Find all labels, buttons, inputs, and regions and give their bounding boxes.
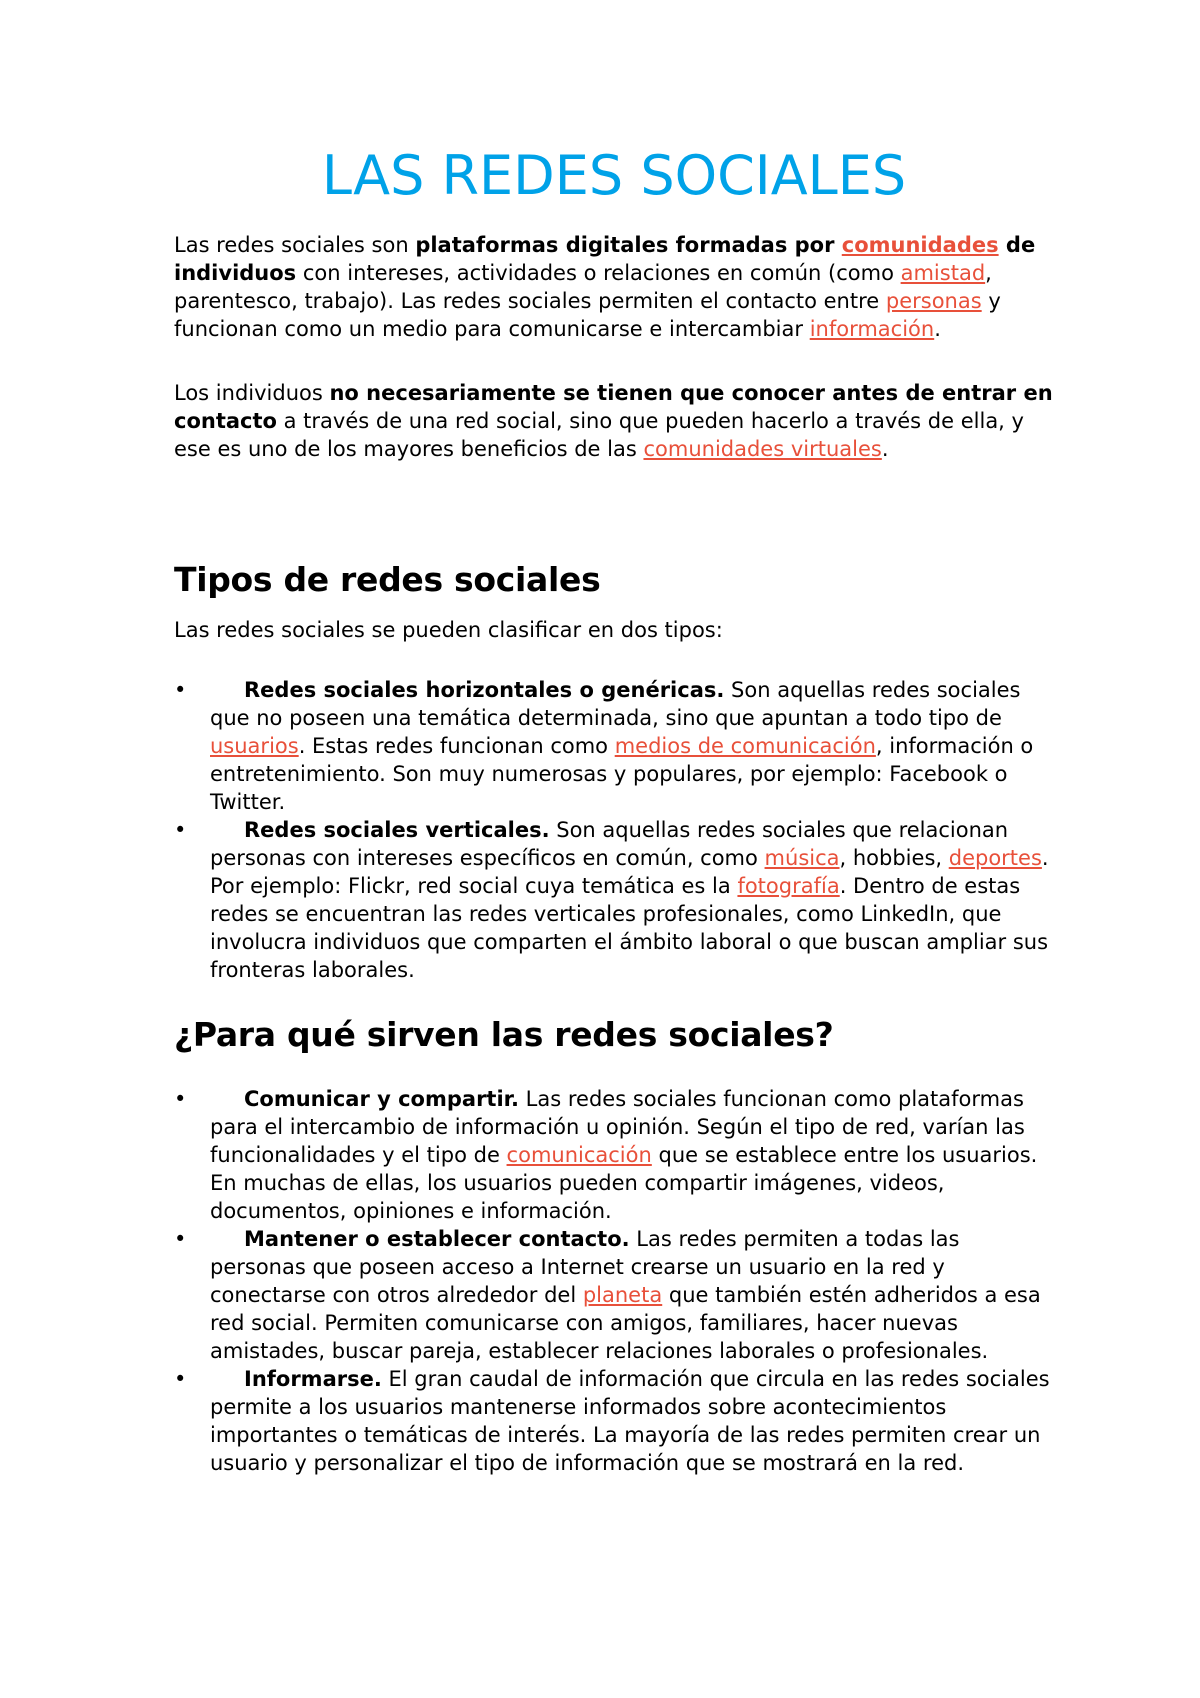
item-title: Mantener o establecer contacto. [244,1227,630,1251]
bullet-icon: • [174,678,187,702]
text: Las redes sociales funcionan como plataformas para el intercambio de información u opinión. Según el tipo de red, varían las funcionalidades y el tipo de [210,1087,1025,1167]
list-item [174,1365,1054,1477]
section-heading-tipos [174,560,600,600]
item-title: Comunicar y compartir. [244,1087,519,1111]
text: . [881,437,889,461]
list-item [174,1225,1054,1365]
text: con intereses, actividades o relaciones en común (como [296,261,901,285]
link-planeta[interactable]: planeta [582,1283,663,1307]
text: que se establece entre los usuarios. En muchas de ellas, los usuarios pueden compartir imágenes, videos, documentos, opiniones e información. [210,1143,1038,1223]
text: . Por ejemplo: Flickr, red social cuya temática es la [210,846,1049,898]
intro-paragraph [174,231,1054,343]
bullet-icon: • [174,1227,187,1251]
tipos-intro: Las redes sociales se pueden clasificar en dos tipos: [174,618,723,642]
text: Son aquellas redes sociales que no poseen una temática determinada, sino que apuntan a todo tipo de [210,678,1021,730]
text: Los individuos [174,381,330,405]
item-title: Informarse. [244,1367,382,1391]
list-item [174,816,1054,984]
item-title: Redes sociales horizontales o genéricas. [244,678,725,702]
link-fotografia[interactable]: fotografía [737,874,840,898]
text: El gran caudal de información que circula en las redes sociales permite a los usuarios mantenerse informados sobre acontecimientos importantes o temáticas de interés. La mayoría de las redes permiten crear un usuario y personalizar el tipo de información que se mostrará en la red. [210,1367,1050,1475]
bullet-icon: • [174,1087,187,1111]
link-comunidades-virtuales[interactable]: comunidades virtuales [643,437,882,461]
link-musica[interactable]: música [764,846,840,870]
heading-text: ¿Para qué sirven las redes sociales? [174,1015,834,1054]
link-personas[interactable]: personas [885,289,982,313]
text: que también estén adheridos a esa red social. Permiten comunicarse con amigos, familiares, hacer nuevas amistades, buscar pareja, establecer relaciones laborales o profesionales. [210,1283,1041,1363]
list-item [174,676,1054,816]
heading-text: Tipos de redes sociales [174,560,601,599]
text: y funcionan como un medio para comunicarse e intercambiar [174,289,1001,341]
text: , información o entretenimiento. Son muy numerosas y populares, por ejemplo: Facebook o Twitter. [210,734,1034,814]
item-title: Redes sociales verticales. [244,818,550,842]
text: . Dentro de estas redes se encuentran las redes verticales profesionales, como LinkedIn, que involucra individuos que comparten el ámbito laboral o que buscan ampliar sus fronteras laborales. [210,874,1049,982]
text: , parentesco, trabajo). Las redes sociales permiten el contacto entre [174,261,992,313]
bullet-icon: • [174,1367,187,1391]
text: a través de una red social, sino que pueden hacerlo a través de ella, y ese es uno de los mayores beneficios de las [174,409,1024,461]
bullet-icon: • [174,818,187,842]
link-deportes[interactable]: deportes [948,846,1042,870]
link-comunicacion[interactable]: comunicación [506,1143,652,1167]
link-comunidades[interactable]: comunidades [841,233,999,257]
text: Son aquellas redes sociales que relacionan personas con intereses específicos en común, como [210,818,1009,870]
tipos-list [174,676,1054,984]
link-usuarios[interactable]: usuarios [210,734,299,758]
text: Las redes permiten a todas las personas que poseen acceso a Internet crearse un usuario en la red y conectarse con otros alrededor del [210,1227,960,1307]
bold-text: de individuos [174,233,1036,285]
section-heading-para-que [174,1015,833,1055]
list-item [174,1085,1054,1225]
page-title: LAS REDES SOCIALES [321,144,907,207]
second-paragraph [174,379,1054,463]
link-medios-de-comunicacion[interactable]: medios de comunicación [614,734,876,758]
text: , hobbies, [839,846,949,870]
para-que-list [174,1085,1054,1477]
text: Las redes sociales son [174,233,416,257]
text: . [934,317,941,341]
text: . Estas redes funcionan como [298,734,615,758]
bold-text: plataformas digitales formadas por [415,233,842,257]
link-amistad[interactable]: amistad [900,261,986,285]
bold-text: no necesariamente se tienen que conocer antes de entrar en contacto [174,381,1053,433]
link-informacion[interactable]: información [809,317,935,341]
